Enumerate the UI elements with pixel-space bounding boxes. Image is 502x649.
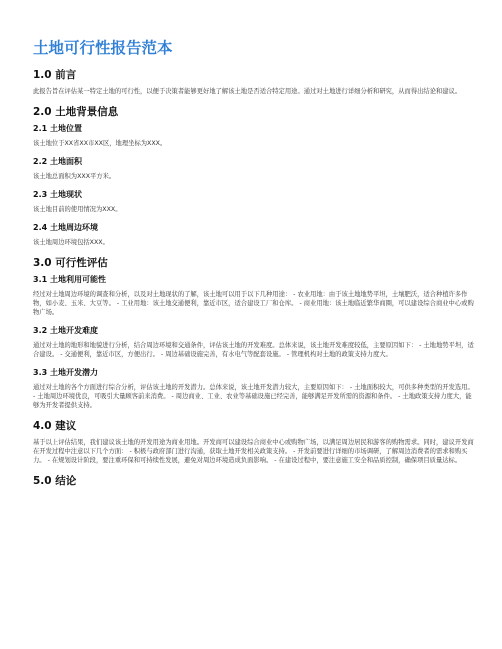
section-heading: 2.0 土地背景信息 [33, 106, 119, 118]
section-heading: 5.0 结论 [33, 475, 77, 487]
subsection-body: 该土地周边环境包括XXX。 [33, 239, 109, 246]
subsection-heading: 2.4 土地周边环境 [33, 223, 98, 232]
subsection-body: 该土地位于XX省XX市XX区，地理坐标为XXX。 [33, 140, 167, 147]
subsection-body: 通过对土地的地形和地貌进行分析，结合周边环境和交通条件，评估该土地的开发难度。总体来说，该土地开发难度较低，主要原因如下： - 土地地势平坦，适合建设。 - 交通便利，靠近市区，方便出行。 - 周边基础设施完善，有水电气等配套设施。 - 管理机构对土地的政策支持力度大。 [33, 342, 474, 358]
subsection-heading: 2.2 土地面积 [33, 157, 82, 166]
section-heading: 4.0 建议 [33, 420, 77, 432]
subsection-heading: 3.1 土地利用可能性 [33, 275, 106, 284]
subsection-heading: 3.2 土地开发难度 [33, 326, 98, 335]
subsection-body: 该土地总面积为XXX平方米。 [33, 173, 116, 180]
section-heading: 3.0 可行性评估 [33, 257, 108, 269]
subsection-body: 通过对土地的各个方面进行综合分析，评估该土地的开发潜力。总体来说，该土地开发潜力较大，主要原因如下： - 土地面积较大，可供多种类型的开发选用。 - 土地周边环境优良，可吸引大量顾客前来消费。 - 周边商业、工业、农业等基础设施已经完善，能够满足开发所需的资源和条件。 - 土地政策支持力度大，能够为开发者提供支持。 [33, 384, 474, 409]
section-heading: 1.0 前言 [33, 69, 77, 81]
section-conclusion [33, 475, 474, 488]
section-body: 基于以上评估结果，我们建议该土地的开发用途为商业用地。开发商可以建设综合商业中心或购物广场，以满足周边居民和游客的购物需求。同时，建议开发商在开发过程中注意以下几个方面： - 积极与政府部门进行沟通，获取土地开发相关政策支持。 - 开发前要进行详细的市场调研，了解周边消费者的需求和购买力。 - 在规划设计阶段，要注重环保和可持续性发展，避免对周边环境造成负面影响。 - 在建设过程中，要注意施工安全和品质控制，确保项目质量达标。 [33, 439, 474, 464]
section-recommendation [33, 420, 474, 465]
section-preface [33, 69, 474, 96]
subsection-heading: 2.1 土地位置 [33, 124, 82, 133]
subsection-heading: 3.3 土地开发潜力 [33, 368, 98, 377]
section-background [33, 106, 474, 247]
section-feasibility [33, 257, 474, 410]
document-title: 土地可行性报告范本 [33, 39, 173, 57]
subsection-heading: 2.3 土地现状 [33, 190, 82, 199]
subsection-body: 该土地目前的使用情况为XXX。 [33, 206, 122, 213]
subsection-body: 经过对土地周边环境的调查和分析，以及对土地现状的了解，该土地可以用于以下几种用途： - 农业用地：由于该土地地势平坦，土壤肥沃，适合种植许多作物，如小麦、玉米、大豆等。 - 工业用地：该土地交通便利，靠近市区，适合建设工厂和仓库。 - 商业用地：该土地临近繁华商圈，可以建设综合商业中心或购物广场。 [33, 291, 474, 316]
section-body: 此报告旨在评估某一特定土地的可行性，以便于决策者能够更好地了解该土地是否适合特定用途。通过对土地进行详细分析和研究，从而得出结论和建议。 [33, 88, 462, 95]
